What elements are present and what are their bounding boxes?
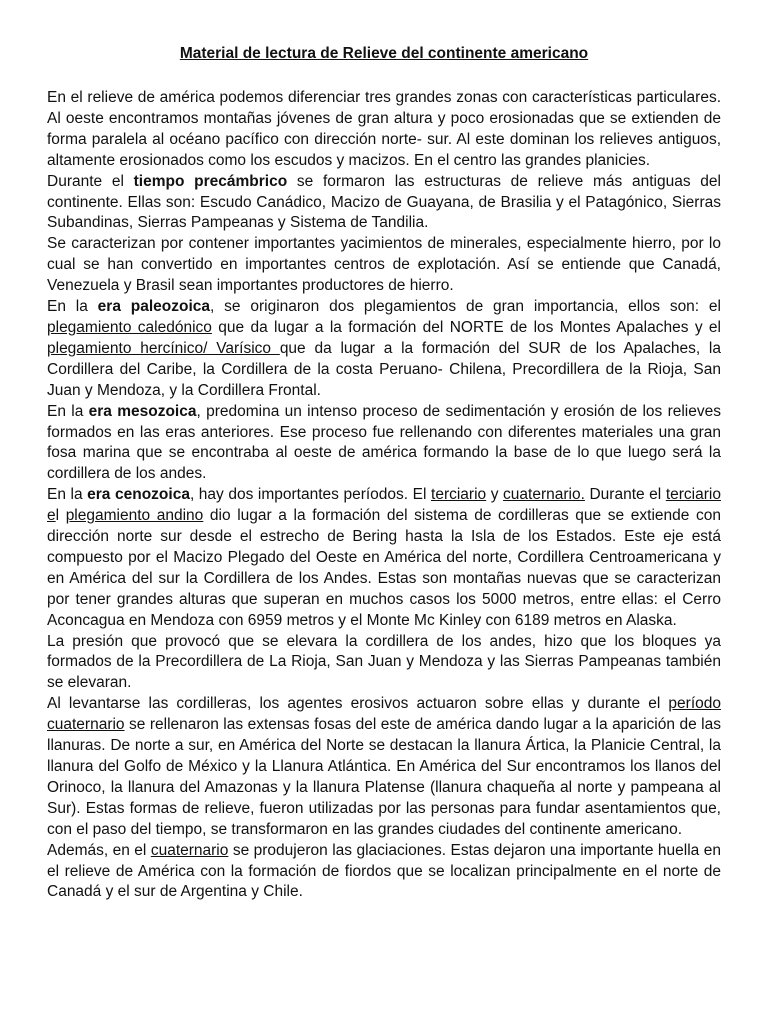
text-run: l (55, 507, 66, 525)
paragraph-1 (47, 88, 721, 172)
paragraph-4 (47, 297, 721, 402)
text-run: Durante el (47, 172, 134, 190)
underlined-term: plegamiento caledónico (47, 318, 212, 336)
underlined-term: terciario (431, 486, 487, 504)
text-run: se formaron las estructuras de relieve más antiguas del continente. Ellas son: Escudo Canádico, Macizo de Guayana, de Brasilia y el Patagónico, Sierras Subandinas, Sierras Pampeanas y Sistema de Tandilia. (47, 172, 721, 232)
document-body (47, 88, 721, 903)
text-run: Al levantarse las cordilleras, los agentes erosivos actuaron sobre ellas y durante el (47, 695, 669, 713)
text-run: dio lugar a la formación del sistema de cordilleras que se extiende con dirección norte sur desde el estrecho de Bering hasta la Isla de los Estados. Este eje está compuesto por el Macizo Plegado del Oeste en América del norte, Cordillera Centroamericana y en América del sur la Cordillera de los Andes. Estas son montañas nuevas que se caracterizan por tener grandes alturas que superan en muchos casos los 5000 metros, entre ellas: el Cerro Aconcagua en Mendoza con 6959 metros y el Monte Mc Kinley con 6189 metros en Alaska. (47, 507, 721, 629)
text-run: Se caracterizan por contener importantes yacimientos de minerales, especialmente hierro, por lo cual se han convertido en importantes centros de explotación. Así se entiende que Canadá, Venezuela y Brasil sean importantes productores de hierro. (47, 235, 721, 295)
underlined-term: plegamiento andino (65, 507, 204, 525)
underlined-term: terciario e (47, 486, 721, 525)
text-run: En la (47, 402, 89, 420)
paragraph-9 (47, 841, 721, 904)
paragraph-2 (47, 172, 721, 235)
text-run: En la (47, 486, 88, 504)
paragraph-7 (47, 632, 721, 695)
underlined-term: cuaternario. (503, 486, 585, 504)
bold-term: era cenozoica (87, 486, 190, 504)
paragraph-5 (47, 402, 721, 486)
text-run: se produjeron las glaciaciones. Estas dejaron una importante huella en el relieve de América con la formación de fiordos que se localizan principalmente en el norte de Canadá y el sur de Argentina y Chile. (47, 841, 721, 901)
text-run: En el relieve de américa podemos diferenciar tres grandes zonas con características particulares. Al oeste encontramos montañas jóvenes de gran altura y poco erosionadas que se extienden de forma paralela al océano pacífico con dirección norte- sur. Al este dominan los relieves antiguos, altamente erosionados como los escudos y macizos. En el centro las grandes planicies. (47, 89, 721, 169)
bold-term: era paleozoica (97, 298, 211, 316)
text-run: que da lugar a la formación del SUR de los Apalaches, la Cordillera del Caribe, la Cordillera de la costa Peruano- Chilena, Precordillera de la Rioja, San Juan y Mendoza, y la Cordillera Frontal. (47, 339, 721, 399)
text-run: , predomina un intenso proceso de sedimentación y erosión de los relieves formados en las eras anteriores. Ese proceso fue rellenando con diferentes materiales una gran fosa marina que se encontraba al oeste de américa formando la base de lo que luego será la cordillera de los andes. (47, 402, 721, 483)
paragraph-8 (47, 694, 721, 840)
text-run: se rellenaron las extensas fosas del este de américa dando lugar a la aparición de las llanuras. De norte a sur, en América del Norte se destacan la llanura Ártica, la Planicie Central, la llanura del Golfo de México y la Llanura Atlántica. En América del Sur encontramos los llanos del Orinoco, la llanura del Amazonas y la llanura Platense (llanura chaqueña al norte y pampeana al Sur). Estas formas de relieve, fueron utilizadas por las personas para fundar asentamientos que, con el paso del tiempo, se transformaron en las grandes ciudades del continente americano. (47, 716, 721, 838)
text-run: y (486, 486, 504, 504)
text-run: La presión que provocó que se elevara la cordillera de los andes, hizo que los bloques ya formados de la Precordillera de La Rioja, San Juan y Mendoza y las Sierras Pampeanas también se elevaran. (47, 632, 721, 692)
underlined-term: período cuaternario (47, 695, 721, 734)
document-title: Material de lectura de Relieve del continente americano (179, 45, 589, 62)
text-run: que da lugar a la formación del NORTE de los Montes Apalaches y el (211, 318, 721, 336)
text-run: Además, en el (47, 841, 151, 859)
text-run: En la (47, 298, 98, 316)
bold-term: tiempo precámbrico (133, 172, 288, 190)
paragraph-6 (47, 485, 721, 631)
paragraph-3 (47, 234, 721, 297)
underlined-term: plegamiento hercínico/ Varísico (47, 339, 280, 357)
text-run: , hay dos importantes períodos. El (189, 486, 432, 504)
underlined-term: cuaternario (150, 841, 229, 859)
text-run: , se originaron dos plegamientos de gran importancia, ellos son: el (210, 298, 722, 316)
bold-term: era mesozoica (88, 402, 197, 420)
text-run: Durante el (584, 486, 666, 504)
